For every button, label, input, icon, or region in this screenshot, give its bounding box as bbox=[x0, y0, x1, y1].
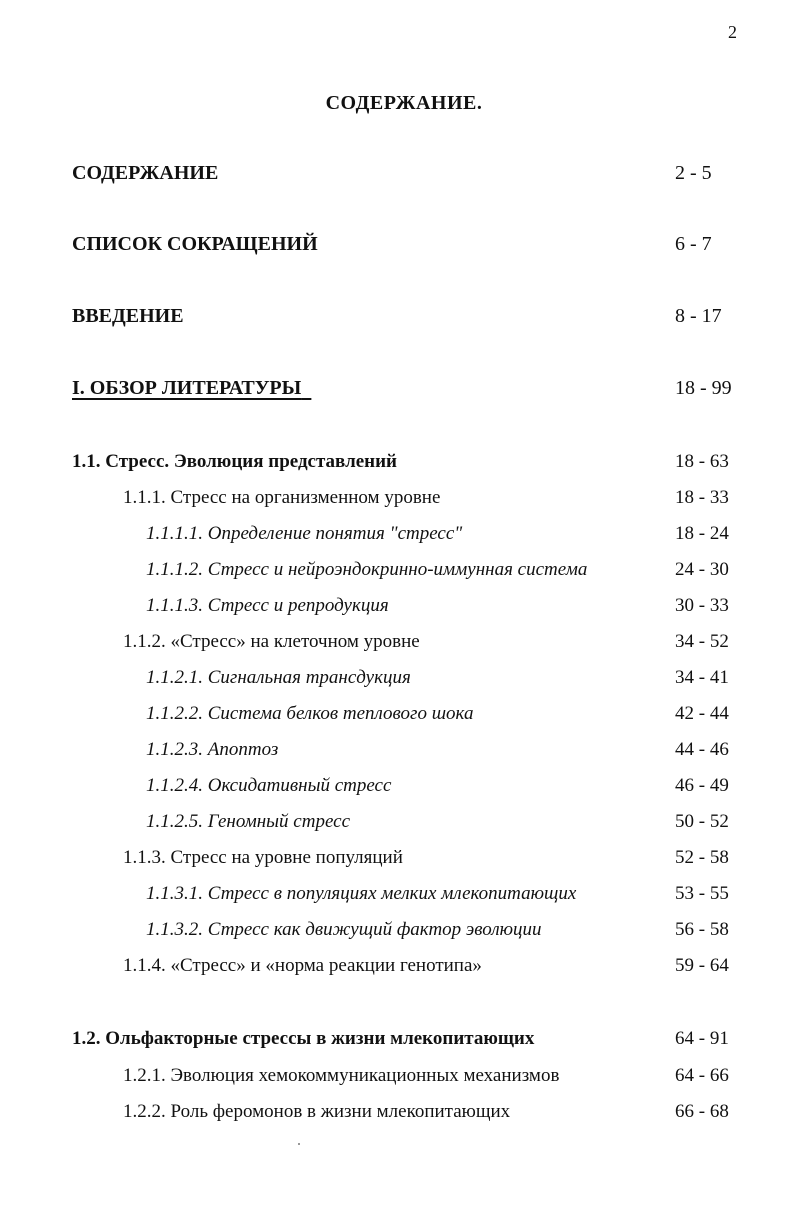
toc-entry bbox=[0, 451, 795, 481]
toc-entry-title: 1.1.3.1. Стресс в популяциях мелких млекопитающих bbox=[146, 883, 577, 904]
toc-entry-pages: 2 - 5 bbox=[675, 162, 712, 184]
toc-entry-title: 1.1.2.3. Апоптоз bbox=[146, 739, 279, 760]
toc-entry bbox=[0, 559, 795, 589]
toc-entry-title: 1.2.2. Роль феромонов в жизни млекопитающих bbox=[123, 1101, 511, 1122]
toc-entry bbox=[0, 1028, 795, 1058]
toc-entry bbox=[0, 162, 795, 192]
toc-entry-title: СПИСОК СОКРАЩЕНИЙ bbox=[72, 233, 318, 255]
toc-entry-pages: 34 - 52 bbox=[675, 631, 729, 652]
toc-entry-title: 1.1.1.3. Стресс и репродукция bbox=[146, 595, 389, 616]
toc-entry-title: 1.2. Ольфакторные стрессы в жизни млекопитающих bbox=[72, 1028, 535, 1049]
toc-entry bbox=[0, 883, 795, 913]
scan-speck bbox=[298, 1143, 300, 1145]
toc-entry bbox=[0, 1065, 795, 1095]
toc-entry bbox=[0, 377, 795, 407]
toc-entry-title: I. ОБЗОР ЛИТЕРАТУРЫ bbox=[72, 377, 302, 399]
toc-entry-title: 1.1.2.1. Сигнальная трансдукция bbox=[146, 667, 411, 688]
toc-entry-title: 1.1.2.5. Геномный стресс bbox=[146, 811, 350, 832]
toc-entry-title: СОДЕРЖАНИЕ bbox=[72, 162, 219, 184]
toc-entry bbox=[0, 523, 795, 553]
toc-entry-pages: 8 - 17 bbox=[675, 305, 722, 327]
toc-entry-pages: 50 - 52 bbox=[675, 811, 729, 832]
toc-entry bbox=[0, 487, 795, 517]
toc-entry-title: 1.1.2. «Стресс» на клеточном уровне bbox=[123, 631, 420, 652]
toc-entry-pages: 64 - 91 bbox=[675, 1028, 729, 1049]
toc-entry-pages: 42 - 44 bbox=[675, 703, 729, 724]
document-title: СОДЕРЖАНИЕ. bbox=[325, 92, 483, 114]
toc-entry-pages: 46 - 49 bbox=[675, 775, 729, 796]
toc-entry-pages: 18 - 99 bbox=[675, 377, 732, 399]
toc-entry-title: 1.1. Стресс. Эволюция представлений bbox=[72, 451, 398, 472]
toc-entry-pages: 18 - 33 bbox=[675, 487, 729, 508]
page-number: 2 bbox=[728, 22, 737, 42]
toc-entry bbox=[0, 919, 795, 949]
toc-entry-pages: 44 - 46 bbox=[675, 739, 729, 760]
toc-entry-pages: 24 - 30 bbox=[675, 559, 729, 580]
toc-entry-pages: 18 - 63 bbox=[675, 451, 729, 472]
toc-entry bbox=[0, 595, 795, 625]
toc-entry-pages: 52 - 58 bbox=[675, 847, 729, 868]
toc-entry bbox=[0, 631, 795, 661]
toc-entry-title: 1.1.2.4. Оксидативный стресс bbox=[146, 775, 392, 796]
toc-entry-title: 1.1.1.2. Стресс и нейроэндокринно-иммунная система bbox=[146, 559, 588, 580]
toc-entry bbox=[0, 1101, 795, 1131]
toc-entry-pages: 56 - 58 bbox=[675, 919, 729, 940]
toc-entry bbox=[0, 703, 795, 733]
toc-entry-pages: 18 - 24 bbox=[675, 523, 729, 544]
toc-entry-title: 1.1.1.1. Определение понятия "стресс" bbox=[146, 523, 463, 544]
toc-entry bbox=[0, 305, 795, 335]
toc-entry bbox=[0, 739, 795, 769]
toc-entry-title: 1.1.4. «Стресс» и «норма реакции генотипа» bbox=[123, 955, 482, 976]
toc-entry-pages: 30 - 33 bbox=[675, 595, 729, 616]
toc-entry-title: ВВЕДЕНИЕ bbox=[72, 305, 184, 327]
toc-entry bbox=[0, 775, 795, 805]
toc-entry bbox=[0, 955, 795, 985]
toc-entry-pages: 59 - 64 bbox=[675, 955, 729, 976]
toc-entry bbox=[0, 811, 795, 841]
toc-entry bbox=[0, 847, 795, 877]
toc-entry-pages: 6 - 7 bbox=[675, 233, 712, 255]
toc-entry-title: 1.1.3. Стресс на уровне популяций bbox=[123, 847, 403, 868]
toc-entry-pages: 34 - 41 bbox=[675, 667, 729, 688]
toc-entry-title: 1.1.3.2. Стресс как движущий фактор эволюции bbox=[146, 919, 542, 940]
toc-entry bbox=[0, 667, 795, 697]
toc-entry-title: 1.2.1. Эволюция хемокоммуникационных механизмов bbox=[123, 1065, 560, 1086]
toc-entry-pages: 64 - 66 bbox=[675, 1065, 729, 1086]
toc-entry-title: 1.1.2.2. Система белков теплового шока bbox=[146, 703, 474, 724]
toc-entry-pages: 53 - 55 bbox=[675, 883, 729, 904]
toc-entry bbox=[0, 233, 795, 263]
toc-entry-pages: 66 - 68 bbox=[675, 1101, 729, 1122]
toc-entry-title: 1.1.1. Стресс на организменном уровне bbox=[123, 487, 441, 508]
